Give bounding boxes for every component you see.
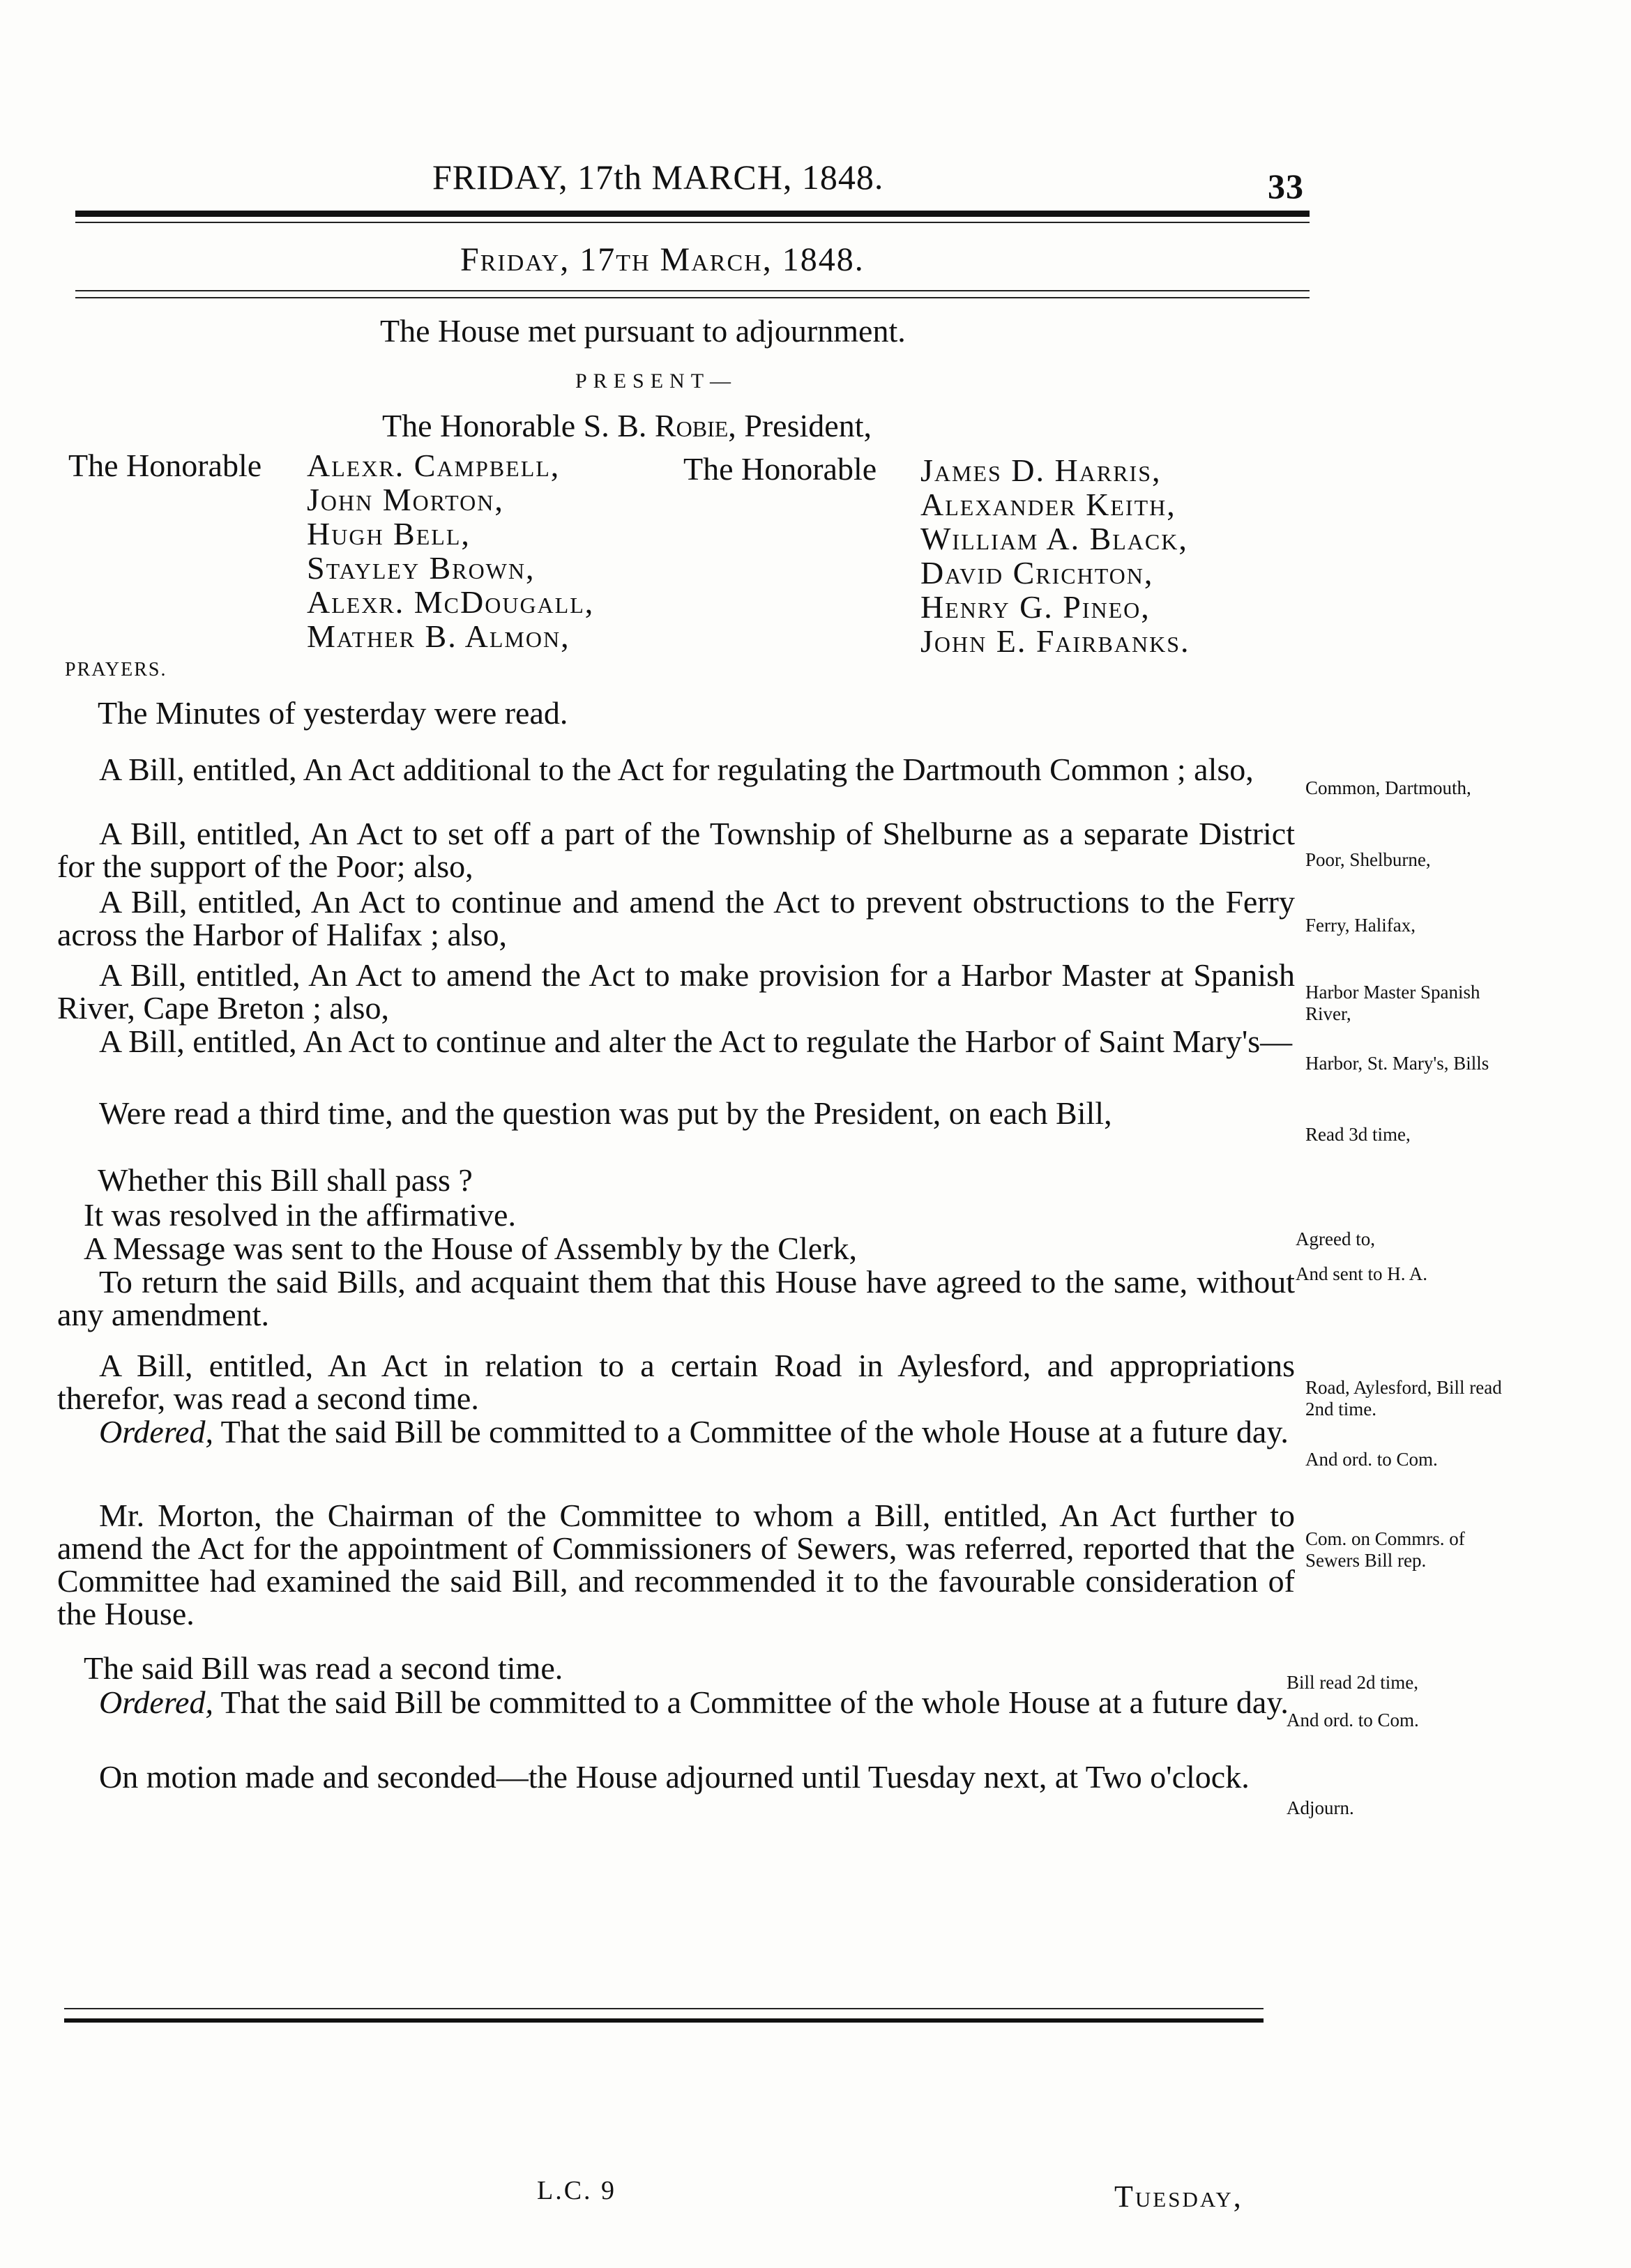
margin-note: Road, Aylesford, Bill read 2nd time. [1305,1377,1502,1420]
ordered-label: Ordered, [99,1414,213,1449]
members-right-prefix: The Honorable [683,451,877,487]
morton-paragraph: Mr. Morton, the Chairman of the Committee to whom a Bill, entitled, An Act further to amend the Act for the appointment of Commissioners of Sewers, was referred, reported that the Committee had examined the said Bill, and recommended it to the favourable consideration of the House. [57,1498,1295,1631]
member-right: Henry G. Pineo, [920,589,1151,625]
member-left: John Morton, [307,482,504,517]
catchword: Tuesday, [1114,2179,1243,2214]
bill-paragraph: A Bill, entitled, An Act to amend the Act to make provision for a Harbor Master at Spanish River, Cape Breton ; also, [57,957,1295,1026]
members-left-prefix: The Honorable [68,448,262,483]
prayers-note: PRAYERS. [65,659,167,680]
margin-note: Ferry, Halifax, [1305,915,1416,936]
president-prefix: The Honorable [382,408,576,443]
head-rule-thin [75,222,1310,223]
president-name: S. B. Robie, [583,408,736,443]
margin-note: Read 3d time, [1305,1124,1411,1145]
member-left: Stayley Brown, [307,550,536,586]
margin-note: Com. on Commrs. of Sewers Bill rep. [1305,1528,1465,1571]
margin-note: And sent to H. A. [1296,1263,1427,1284]
head-rule-thick [75,211,1310,217]
margin-note: Harbor, St. Mary's, Bills [1305,1053,1489,1074]
president-suffix: President, [744,408,872,443]
return-paragraph: To return the said Bills, and acquaint them that this House have agreed to the same, without any amendment. [57,1264,1295,1332]
member-right: David Crichton, [920,555,1154,591]
margin-note: Poor, Shelburne, [1305,849,1431,870]
second-reading-line: The said Bill was read a second time. [84,1650,563,1686]
opening-line: The House met pursuant to adjournment. [380,313,906,349]
member-right: James D. Harris, [920,452,1162,488]
road-bill-paragraph: A Bill, entitled, An Act in relation to a certain Road in Aylesford, and appropriations therefor, was read a second time. [57,1348,1295,1416]
margin-note: Adjourn. [1287,1797,1354,1818]
bill-paragraph: A Bill, entitled, An Act to set off a part of the Township of Shelburne as a separate District for the support of the Poor; also, [57,816,1295,884]
minutes-line: The Minutes of yesterday were read. [98,695,568,731]
ordered-text: That the said Bill be committed to a Committee of the whole House at a future day. [220,1684,1289,1720]
page-number: 33 [1268,167,1304,206]
section-title: Friday, 17th March, 1848. [460,241,865,278]
bill-paragraph: A Bill, entitled, An Act additional to the Act for regulating the Dartmouth Common ; also, [99,752,1254,787]
member-right: William A. Black, [920,521,1188,556]
foot-rule-thick [64,2018,1264,2023]
margin-note: Agreed to, [1296,1228,1375,1249]
margin-note: And ord. to Com. [1305,1449,1438,1470]
margin-note: And ord. to Com. [1287,1710,1419,1730]
bill-paragraph: A Bill, entitled, An Act to continue and alter the Act to regulate the Harbor of Saint Mary's— [99,1023,1293,1059]
question-line: Whether this Bill shall pass ? [98,1162,473,1198]
margin-note: Bill read 2d time, [1287,1672,1418,1693]
adjourn-paragraph: On motion made and seconded—the House adjourned until Tuesday next, at Two o'clock. [99,1759,1250,1795]
member-left: Hugh Bell, [307,516,471,551]
foot-rule-thin [64,2008,1264,2009]
president-line [382,410,872,442]
message-line: A Message was sent to the House of Assembly by the Clerk, [84,1231,857,1266]
member-right: John E. Fairbanks. [920,623,1190,659]
member-right: Alexander Keith, [920,487,1176,522]
members-right-list [920,453,1190,658]
section-rule-1 [75,290,1310,291]
margin-note: Harbor Master Spanish River, [1305,982,1480,1024]
ordered-label: Ordered, [99,1684,213,1720]
section-rule-2 [75,297,1310,298]
ordered-paragraph [57,1415,1295,1448]
members-left-list [307,448,594,653]
present-label: PRESENT— [575,370,738,393]
member-left: Mather B. Almon, [307,618,570,654]
running-head-date: FRIDAY, 17th MARCH, 1848. [432,158,884,197]
ordered-text: That the said Bill be committed to a Committee of the whole House at a future day. [220,1414,1289,1449]
member-left: Alexr. Campbell, [307,448,561,483]
ordered-paragraph [57,1686,1295,1719]
bill-paragraph: A Bill, entitled, An Act to continue and amend the Act to prevent obstructions to the Ferry across the Harbor of Halifax ; also, [57,884,1295,952]
margin-note: Common, Dartmouth, [1305,777,1471,798]
third-reading-paragraph: Were read a third time, and the question was put by the President, on each Bill, [99,1095,1112,1131]
signature-mark: L.C. 9 [537,2176,617,2205]
member-left: Alexr. McDougall, [307,584,595,620]
resolved-line: It was resolved in the affirmative. [84,1197,516,1233]
